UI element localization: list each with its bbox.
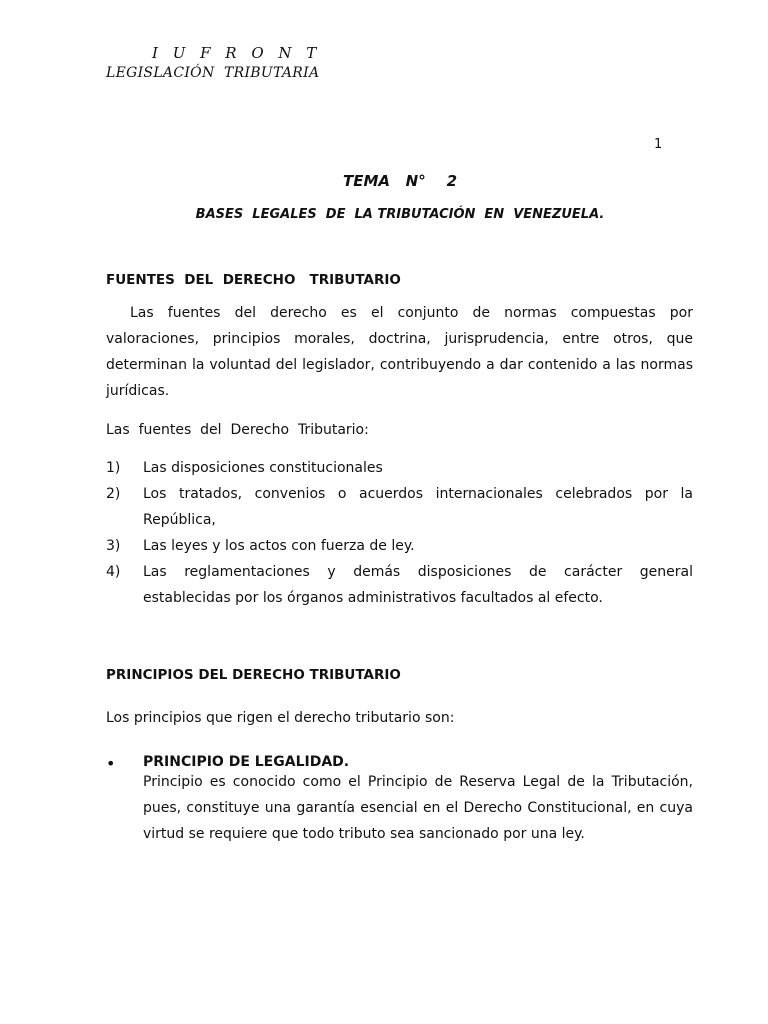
- list-item-text: Las disposiciones constitucionales: [143, 460, 383, 476]
- section-heading-fuentes: FUENTES DEL DERECHO TRIBUTARIO: [106, 272, 401, 288]
- list-item-number: 1): [106, 460, 121, 476]
- principle-title-period: .: [343, 754, 350, 770]
- fuentes-paragraph: [106, 300, 693, 404]
- course-header: LEGISLACIÓN TRIBUTARIA: [106, 65, 320, 81]
- list-item-text: Las reglamentaciones y demás disposiciones de carácter general establecidas por los órganos administrativos facultados al efecto.: [143, 564, 693, 606]
- principle-text: Principio es conocido como el Principio de Reserva Legal de la Tributación, pues, constituye una garantía esencial en el Derecho Constitucional, en cuya virtud se requiere que todo tributo sea sancionado por una ley.: [143, 774, 693, 842]
- list-item-text: Los tratados, convenios o acuerdos internacionales celebrados por la República,: [143, 486, 693, 528]
- principios-intro: Los principios que rigen el derecho tributario son:: [106, 710, 455, 726]
- fuentes-list: [106, 455, 693, 611]
- list-item: [106, 455, 693, 481]
- page-subtitle: BASES LEGALES DE LA TRIBUTACIÓN EN VENEZUELA.: [195, 207, 605, 222]
- page-title: TEMA N° 2: [342, 172, 458, 190]
- list-item-number: 2): [106, 486, 121, 502]
- list-item: [106, 559, 693, 611]
- section-heading-principios: PRINCIPIOS DEL DERECHO TRIBUTARIO: [106, 667, 401, 683]
- list-item-number: 3): [106, 538, 121, 554]
- principle-title-text: PRINCIPIO DE LEGALIDAD: [143, 754, 344, 770]
- list-item: [106, 481, 693, 533]
- principle-title: [143, 754, 349, 770]
- fuentes-paragraph-text: Las fuentes del derecho es el conjunto de normas compuestas por valoraciones, principios morales, doctrina, jurisprudencia, entre otros, que determinan la voluntad del legislador, contribuyendo a dar contenido a las normas jurídicas.: [106, 305, 693, 399]
- list-item-text: Las leyes y los actos con fuerza de ley.: [143, 538, 415, 554]
- institution-header: I U F R O N T: [152, 44, 322, 62]
- fuentes-intro: Las fuentes del Derecho Tributario:: [106, 422, 369, 438]
- list-item: [106, 533, 693, 559]
- list-item-number: 4): [106, 564, 121, 580]
- page-number: 1: [654, 137, 663, 152]
- bullet-icon: •: [106, 754, 116, 773]
